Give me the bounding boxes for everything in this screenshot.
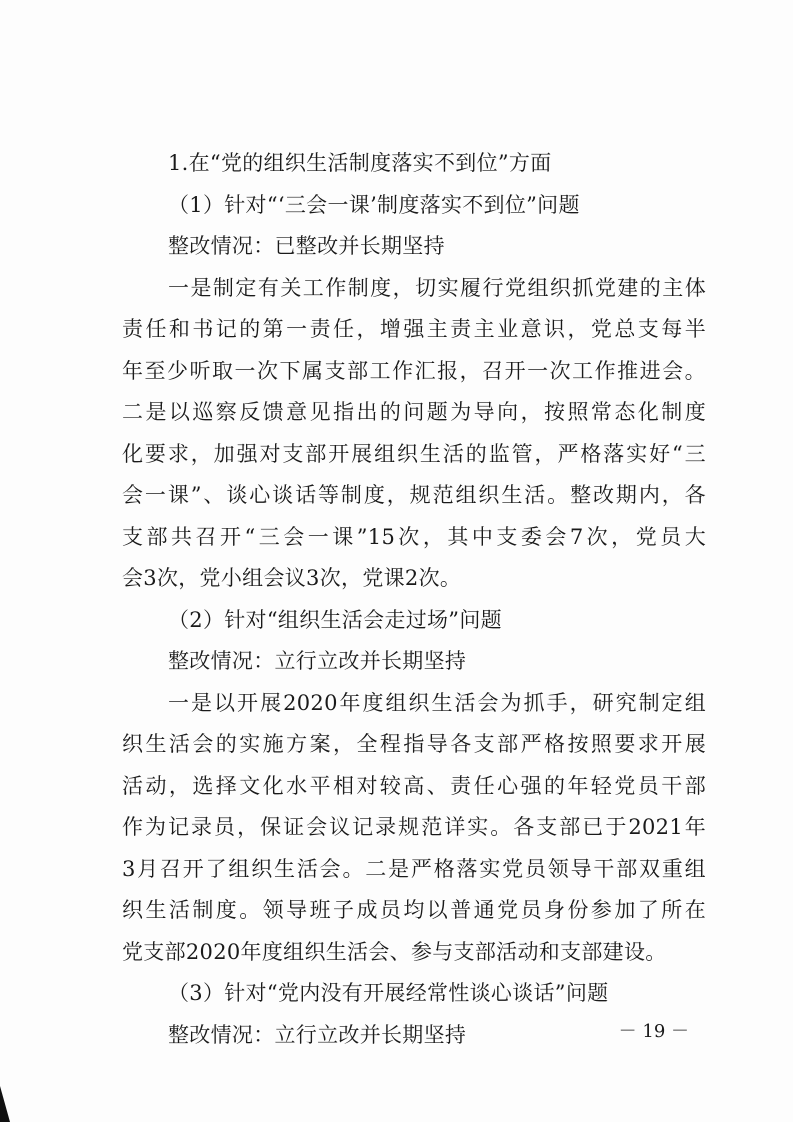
paragraph-line: 一是制定有关工作制度，切实履行党组织抓党建的主体 xyxy=(168,275,706,300)
paragraph-line: 支部共召开“三会一课”15次，其中支委会7次，党员大 xyxy=(122,524,706,549)
paragraph-line: 会一课”、谈心谈话等制度，规范组织生活。整改期内，各 xyxy=(122,483,706,507)
section-heading: 1.在“党的组织生活制度落实不到位”方面 xyxy=(168,151,552,175)
paragraph-line: 织生活制度。领导班子成员均以普通党员身份参加了所在 xyxy=(122,898,706,922)
scan-artifact-mark xyxy=(0,1086,10,1122)
subsection-heading: （1）针对“‘三会一课’制度落实不到位”问题 xyxy=(168,192,580,217)
document-body xyxy=(122,143,706,1056)
rectification-status: 整改情况：立行立改并长期坚持 xyxy=(168,1022,467,1047)
paragraph-line: 责任和书记的第一责任，增强主责主业意识，党总支每半 xyxy=(122,317,706,341)
rectification-status: 整改情况：已整改并长期坚持 xyxy=(168,234,445,258)
paragraph-line: 年至少听取一次下属支部工作汇报，召开一次工作推进会。 xyxy=(122,358,706,383)
subsection-heading: （3）针对“党内没有开展经常性谈心谈话”问题 xyxy=(168,981,609,1005)
rectification-status: 整改情况：立行立改并长期坚持 xyxy=(168,649,467,673)
paragraph-line: 3月召开了组织生活会。二是严格落实党员领导干部双重组 xyxy=(122,856,706,881)
subsection-heading: （2）针对“组织生活会走过场”问题 xyxy=(168,607,502,632)
paragraph-line: 活动，选择文化水平相对较高、责任心强的年轻党员干部 xyxy=(122,773,706,798)
paragraph-line: 化要求，加强对支部开展组织生活的监管，严格落实好“三 xyxy=(122,441,706,466)
paragraph-line: 二是以巡察反馈意见指出的问题为导向，按照常态化制度 xyxy=(122,400,706,424)
paragraph-line: 一是以开展2020年度组织生活会为抓手，研究制定组 xyxy=(168,690,706,715)
page-number: － 19 － xyxy=(618,1021,689,1042)
paragraph-line: 党支部2020年度组织生活会、参与支部活动和支部建设。 xyxy=(122,939,667,964)
paragraph-line: 作为记录员，保证会议记录规范详实。各支部已于2021年 xyxy=(122,815,706,839)
paragraph-line: 织生活会的实施方案，全程指导各支部严格按照要求开展 xyxy=(122,732,706,756)
paragraph-line: 会3次，党小组会议3次，党课2次。 xyxy=(122,566,462,590)
